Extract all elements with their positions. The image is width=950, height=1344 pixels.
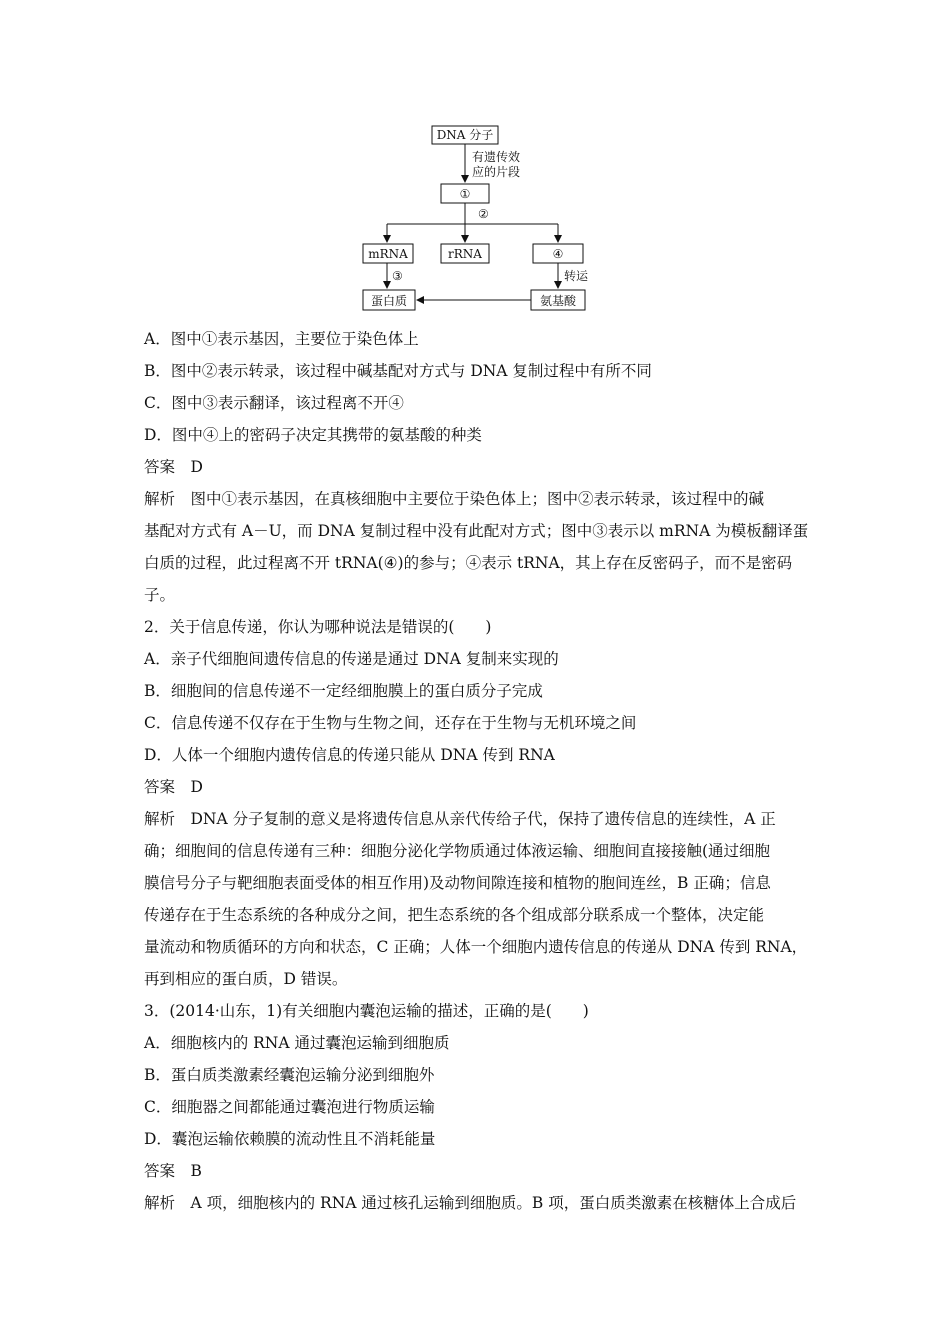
analysis-q2-line-4: 传递存在于生态系统的各种成分之间，把生态系统的各个组成部分联系成一个整体，决定能 [144, 906, 765, 924]
analysis-q2-line-2: 确；细胞间的信息传递有三种：细胞分泌化学物质通过体液运输、细胞间直接接触(通过细胞 [144, 842, 771, 860]
option-d-q1: D．图中④上的密码子决定其携带的氨基酸的种类 [144, 426, 482, 444]
step-3-label: ③ [392, 269, 403, 283]
analysis-q2-line-1: 解析 DNA 分子复制的意义是将遗传信息从亲代传给子代，保持了遗传信息的连续性，A 正 [144, 810, 776, 828]
trna-box-label: ④ [552, 247, 564, 261]
analysis-q1-line-2: 基配对方式有 A－U，而 DNA 复制过程中没有此配对方式；图中③表示以 mRNA 为模板翻译蛋 [144, 522, 809, 540]
transport-label: 转运 [564, 269, 589, 283]
analysis-q2-line-3: 膜信号分子与靶细胞表面受体的相互作用)及动物间隙连接和植物的胞间连丝，B 正确；信息 [144, 874, 771, 892]
option-c-q2: C．信息传递不仅存在于生物与生物之间，还存在于生物与无机环境之间 [144, 714, 637, 732]
option-b-q3: B．蛋白质类激素经囊泡运输分泌到细胞外 [144, 1066, 435, 1084]
arrow-label-line-1: 有遗传效 [472, 150, 521, 164]
answer-q2: 答案 D [144, 778, 203, 796]
answer-q1: 答案 D [144, 458, 203, 476]
step-2-label: ② [478, 207, 489, 221]
analysis-q1-line-3: 白质的过程，此过程离不开 tRNA(④)的参与；④表示 tRNA，其上存在反密码子，而不是密码 [144, 554, 793, 572]
option-a-q2: A．亲子代细胞间遗传信息的传递是通过 DNA 复制来实现的 [144, 650, 559, 668]
protein-box-label: 蛋白质 [370, 294, 408, 308]
option-d-q2: D．人体一个细胞内遗传信息的传递只能从 DNA 传到 RNA [144, 746, 555, 764]
analysis-q2-line-6: 再到相应的蛋白质，D 错误。 [144, 970, 348, 988]
question-2: 2．关于信息传递，你认为哪种说法是错误的( ) [144, 618, 492, 636]
amino-acid-box-label: 氨基酸 [539, 294, 577, 308]
mrna-box-label: mRNA [368, 247, 408, 261]
option-c-q1: C．图中③表示翻译，该过程离不开④ [144, 394, 404, 412]
arrow-label-line-2: 应的片段 [472, 165, 521, 179]
option-c-q3: C．细胞器之间都能通过囊泡进行物质运输 [144, 1098, 435, 1116]
option-a-q1: A．图中①表示基因，主要位于染色体上 [144, 330, 419, 348]
answer-q3: 答案 B [144, 1162, 202, 1180]
option-d-q3: D．囊泡运输依赖膜的流动性且不消耗能量 [144, 1130, 436, 1148]
rrna-box-label: rRNA [448, 247, 482, 261]
option-b-q2: B．细胞间的信息传递不一定经细胞膜上的蛋白质分子完成 [144, 682, 543, 700]
analysis-q1-line-1: 解析 图中①表示基因，在真核细胞中主要位于染色体上；图中②表示转录，该过程中的碱 [144, 490, 765, 508]
analysis-q2-line-5: 量流动和物质循环的方向和状态，C 正确；人体一个细胞内遗传信息的传递从 DNA 传到 RNA， [144, 938, 808, 956]
dna-box-label: DNA 分子 [436, 128, 494, 142]
gene-expression-diagram [340, 118, 640, 318]
analysis-q1-line-4: 子。 [144, 586, 176, 604]
option-a-q3: A．细胞核内的 RNA 通过囊泡运输到细胞质 [144, 1034, 450, 1052]
analysis-q3-line-1: 解析 A 项，细胞核内的 RNA 通过核孔运输到细胞质。B 项，蛋白质类激素在核糖体上合成后 [144, 1194, 797, 1212]
option-b-q1: B．图中②表示转录，该过程中碱基配对方式与 DNA 复制过程中有所不同 [144, 362, 652, 380]
question-3: 3．(2014·山东，1)有关细胞内囊泡运输的描述，正确的是( ) [144, 1002, 589, 1020]
gene-box-label: ① [459, 187, 471, 201]
